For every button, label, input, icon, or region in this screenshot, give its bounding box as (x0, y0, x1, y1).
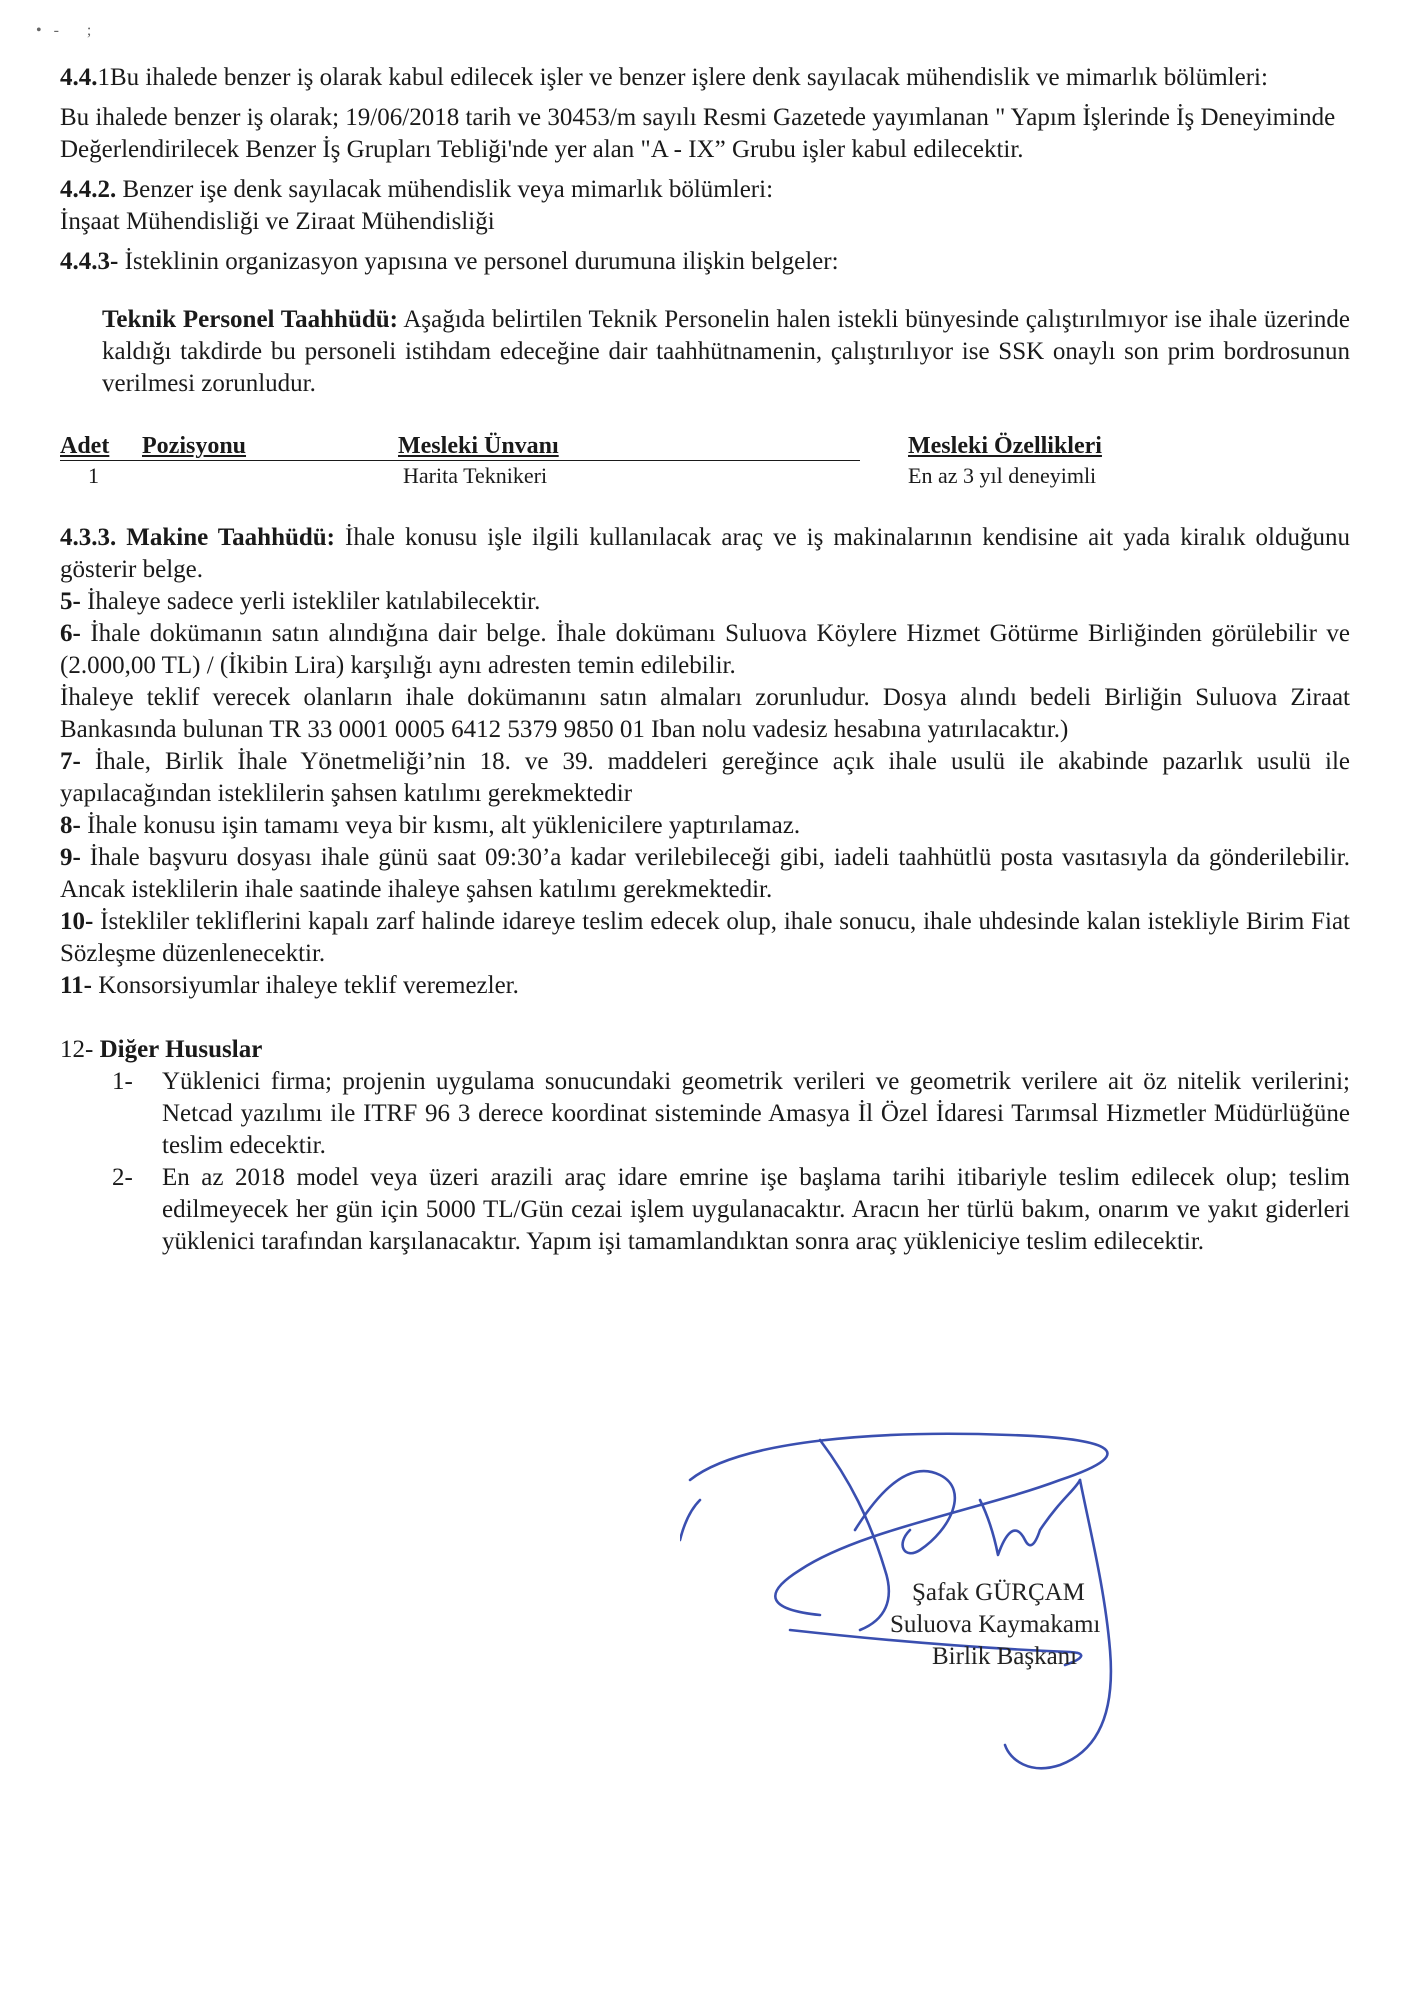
item-10: 10- İstekliler tekliflerini kapalı zarf halinde idareye teslim edecek olup, ihale sonucu, ihale uhdesinde kalan istekliyle Birim Fiat Sözleşme düzenlenecektir. (60, 908, 1350, 967)
item-6-extra: İhaleye teklif verecek olanların ihale dokümanını satın almaları zorunludur. Dosya alındı bedeli Birliğin Suluova Ziraat Bankasında bulunan TR 33 0001 0005 6412 5379 9850 01 Iban nolu vadesiz hesabına yatırılacaktır.) (60, 684, 1350, 743)
section-4-4-1-body: Bu ihalede benzer iş olarak; 19/06/2018 tarih ve 30453/m sayılı Resmi Gazetede yayımlanan " Yapım İşlerinde İş Deneyiminde Değerlendirilecek Benzer İş Grupları Tebliği'nde yer alan "A - IX” Grubu işler kabul edilecektir. (60, 104, 1336, 163)
scan-mark: •‐ ; (36, 22, 104, 39)
item-9: 9- İhale başvuru dosyası ihale günü saat 09:30’a kadar verilebileceği gibi, iadeli taahhütlü posta vasıtasıyla da gönderilebilir. Ancak isteklilerin ihale saatinde ihaleye şahsen katılımı gerekmektedir. (60, 844, 1350, 903)
table-header-mesleki-unvani: Mesleki Ünvanı (398, 433, 559, 459)
list-item-number: 1- (112, 1068, 133, 1095)
section-4-4-3-heading: 4.4.3- İsteklinin organizasyon yapısına ve personel durumuna ilişkin belgeler: (60, 248, 839, 275)
list-item (60, 1066, 1350, 1162)
item-11: 11- Konsorsiyumlar ihaleye teklif veremezler. (60, 972, 519, 999)
section-4-4-1-heading: 4.4.1Bu ihalede benzer iş olarak kabul edilecek işler ve benzer işlere denk sayılacak mühendislik ve mimarlık bölümleri: (60, 64, 1268, 91)
document-body (60, 62, 1350, 1258)
section-12-heading: 12- Diğer Hususlar (60, 1036, 263, 1063)
item-6: 6- İhale dokümanın satın alındığına dair belge. İhale dokümanı Suluova Köylere Hizmet Götürme Birliğinden görülebilir ve (2.000,00 TL) / (İkibin Lira) karşılığı aynı adresten temin edilebilir. (60, 620, 1350, 679)
teknik-personel-paragraph: Teknik Personel Taahhüdü: Aşağıda belirtilen Teknik Personelin halen istekli bünyesinde çalıştırılmıyor ise ihale üzerinde kaldığı takdirde bu personeli istihdam edeceğine dair taahhütnamenin, çalıştırılıyor ise SSK onaylı son prim bordrosunun verilmesi zorunludur. (102, 306, 1350, 397)
table-header-pozisyonu: Pozisyonu (142, 433, 247, 459)
list-item-text: En az 2018 model veya üzeri arazili araç idare emrine işe başlama tarihi itibariyle teslim edilecek olup; teslim edilmeyecek her gün için 5000 TL/Gün cezai işlem uygulanacaktır. Aracın her türlü bakım, onarım ve yakıt giderleri yüklenici tarafından karşılanacaktır. Yapım işi tamamlandıktan sonra araç yükleniciye teslim edilecektir. (162, 1164, 1350, 1255)
signatory-name: Şafak GÜRÇAM (912, 1579, 1085, 1606)
table-cell-unvan: Harita Teknikeri (403, 463, 548, 488)
table-header-mesleki-ozellikleri: Mesleki Özellikleri (908, 433, 1102, 459)
signatory-title: Suluova Kaymakamı (890, 1611, 1101, 1638)
item-7: 7- İhale, Birlik İhale Yönetmeliği’nin 18. ve 39. maddeleri gereğince açık ihale usulü ile akabinde pazarlık usulü ile yapılacağından isteklilerin şahsen katılımı gerekmektedir (60, 748, 1350, 807)
section-4-3-3: 4.3.3. Makine Taahhüdü: İhale konusu işle ilgili kullanılacak araç ve iş makinalarının kendisine ait yada kiralık olduğunu gösterir belge. (60, 524, 1351, 583)
table-header-adet: Adet (60, 433, 110, 459)
item-5: 5- İhaleye sadece yerli istekliler katılabilecektir. (60, 588, 541, 615)
personnel-table (60, 432, 1350, 496)
list-item-number: 2- (112, 1164, 133, 1191)
list-item-text: Yüklenici firma; projenin uygulama sonucundaki geometrik verileri ve geometrik verilere ait öz nitelik verilerini; Netcad yazılımı ile ITRF 96 3 derece koordinat sisteminde Amasya İl Özel İdaresi Tarımsal Hizmetler Müdürlüğüne teslim edecektir. (162, 1068, 1350, 1159)
section-4-4-2-heading: 4.4.2. Benzer işe denk sayılacak mühendislik veya mimarlık bölümleri: (60, 176, 774, 203)
list-item (60, 1162, 1350, 1258)
signatory-role: Birlik Başkanı (932, 1643, 1078, 1670)
table-cell-ozellik: En az 3 yıl deneyimli (908, 463, 1097, 488)
table-rule (60, 460, 860, 461)
diger-hususlar-list (60, 1066, 1350, 1258)
section-4-4-2-body: İnşaat Mühendisliği ve Ziraat Mühendisliği (60, 208, 495, 235)
table-cell-adet: 1 (88, 463, 99, 488)
item-8: 8- İhale konusu işin tamamı veya bir kısmı, alt yüklenicilere yaptırılamaz. (60, 812, 801, 839)
